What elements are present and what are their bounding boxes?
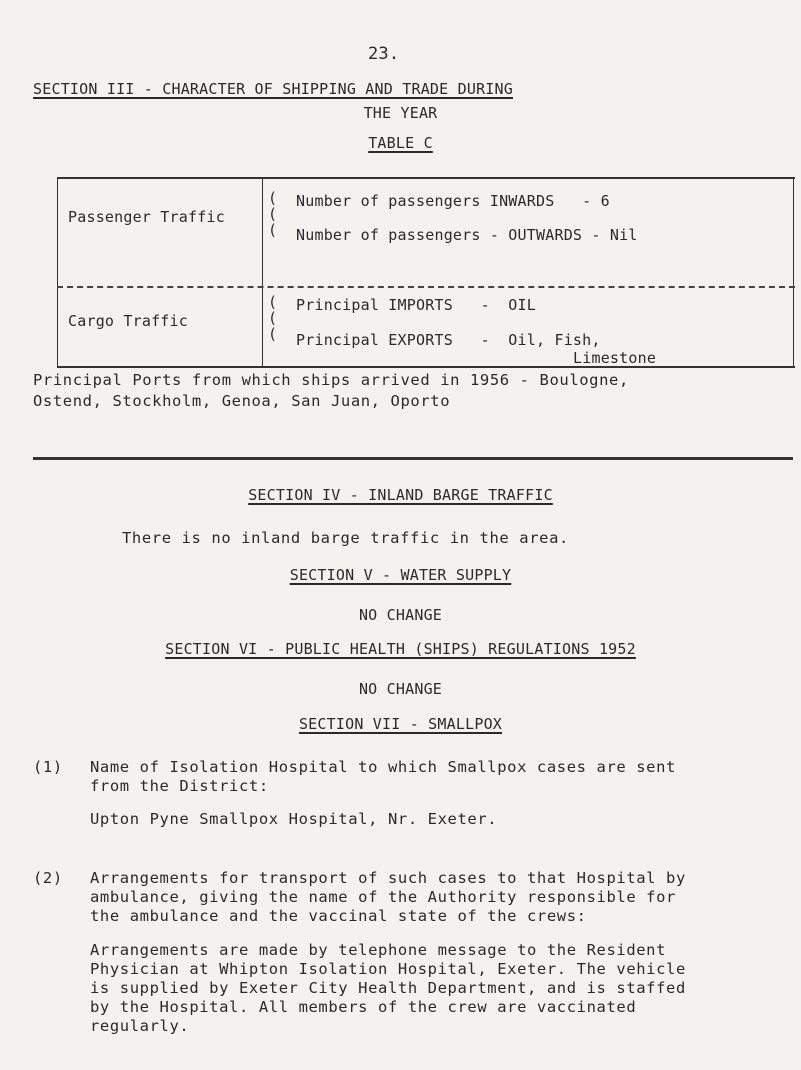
cargo-bracket: ( ( ( xyxy=(268,293,278,343)
item-2-question-line2: ambulance, giving the name of the Authority responsible for xyxy=(90,888,676,906)
passengers-inwards: Number of passengers INWARDS - 6 xyxy=(296,192,610,210)
section-4-heading: SECTION IV - INLAND BARGE TRAFFIC xyxy=(248,486,553,504)
item-2-answer-line1: Arrangements are made by telephone message to the Resident xyxy=(90,941,667,959)
section-7-heading: SECTION VII - SMALLPOX xyxy=(298,715,503,733)
principal-ports-line1: Principal Ports from which ships arrived in 1956 - Boulogne, xyxy=(33,371,629,389)
section-5-heading: SECTION V - WATER SUPPLY xyxy=(289,566,512,584)
item-1-answer: Upton Pyne Smallpox Hospital, Nr. Exeter. xyxy=(90,810,498,828)
principal-exports: Principal EXPORTS - Oil, Fish, xyxy=(296,331,601,349)
section-divider xyxy=(33,457,793,460)
page-number: 23. xyxy=(368,44,400,64)
section-6-heading: SECTION VI - PUBLIC HEALTH (SHIPS) REGULATIONS 1952 xyxy=(165,640,636,658)
item-2-answer-line3: is supplied by Exeter City Health Department, and is staffed xyxy=(90,979,686,997)
item-1-question-line2: from the District: xyxy=(90,777,269,795)
item-1-number: (1) xyxy=(33,758,63,776)
principal-exports-cont: Limestone xyxy=(573,349,657,367)
section-4-text: There is no inland barge traffic in the area. xyxy=(122,529,569,547)
cargo-traffic-label: Cargo Traffic xyxy=(68,312,188,330)
item-2-number: (2) xyxy=(33,869,63,887)
passenger-traffic-label: Passenger Traffic xyxy=(68,208,225,226)
item-2-answer-line4: by the Hospital. All members of the crew are vaccinated xyxy=(90,998,637,1016)
item-2-answer-line5: regularly. xyxy=(90,1017,190,1035)
section-5-text: NO CHANGE xyxy=(358,606,443,624)
principal-imports: Principal IMPORTS - OIL xyxy=(296,296,536,314)
table-label: TABLE C xyxy=(368,134,433,152)
principal-ports-line2: Ostend, Stockholm, Genoa, San Juan, Oporto xyxy=(33,392,451,410)
passengers-outwards: Number of passengers - OUTWARDS - Nil xyxy=(296,226,638,244)
item-2-question-line1: Arrangements for transport of such cases to that Hospital by xyxy=(90,869,686,887)
section-3-heading-line2: THE YEAR xyxy=(363,104,438,122)
item-2-answer-line2: Physician at Whipton Isolation Hospital, Exeter. The vehicle xyxy=(90,960,686,978)
item-2-question-line3: the ambulance and the vaccinal state of the crews: xyxy=(90,907,587,925)
section-6-text: NO CHANGE xyxy=(358,680,443,698)
section-3-heading: SECTION III - CHARACTER OF SHIPPING AND TRADE DURING xyxy=(33,80,513,98)
item-1-question-line1: Name of Isolation Hospital to which Smallpox cases are sent xyxy=(90,758,676,776)
passenger-bracket: ( ( ( xyxy=(268,189,278,239)
